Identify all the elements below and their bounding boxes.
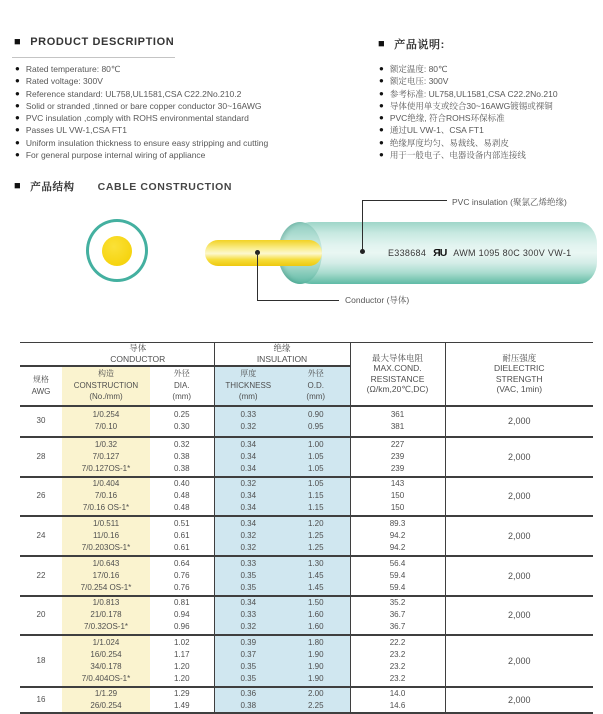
- bullet-text: 用于一般电子、电器设备内部连接线: [389, 150, 526, 161]
- header-line: O.D.: [307, 380, 324, 390]
- description-item-cn: [379, 149, 603, 161]
- cell-line: 0.34: [240, 503, 257, 512]
- cell-resistance: [350, 406, 445, 437]
- cell-line: 1.60: [307, 622, 324, 631]
- description-item: [15, 88, 371, 100]
- cell-line: 2.00: [307, 688, 324, 698]
- cell-construction: [62, 687, 150, 713]
- group-header-insulation: [214, 343, 350, 366]
- insulation-label: PVC insulation (聚氯乙烯绝缘): [452, 197, 567, 207]
- cell-line: 7/0.32OS-1*: [83, 622, 129, 631]
- table-group-header-row: [20, 343, 593, 366]
- cell-awg: 20: [20, 596, 62, 635]
- cell-construction: [62, 556, 150, 596]
- cell-line: 94.2: [389, 542, 406, 552]
- header-line: THICKNESS: [225, 380, 272, 390]
- description-item: [15, 63, 371, 75]
- cell-line: 0.76: [173, 582, 190, 592]
- cell-line: 7/0.254 OS-1*: [80, 582, 132, 592]
- cell-line: 7/0.203OS-1*: [81, 542, 131, 552]
- cell-line: 23.2: [389, 673, 406, 683]
- cell-line: 0.34: [240, 439, 257, 449]
- insulation-callout-line-horizontal: [362, 200, 447, 201]
- bullet-text: 绝缘厚度均匀、易裁线、易剥皮: [389, 137, 509, 148]
- description-item: [15, 124, 371, 136]
- cell-line: 227: [390, 439, 405, 449]
- cell-line: 1.30: [307, 558, 324, 568]
- cell-line: 0.48: [173, 491, 190, 500]
- cell-od: [282, 516, 350, 556]
- cell-line: 0.36: [240, 688, 257, 698]
- table-row: [20, 556, 593, 596]
- cell-line: 1.90: [307, 673, 324, 683]
- cell-line: 1.05: [307, 463, 324, 473]
- cell-line: 0.32: [240, 622, 257, 631]
- cell-dia: [150, 516, 214, 556]
- header-line: 构造: [98, 369, 114, 379]
- cell-od: [282, 406, 350, 437]
- table-row: [20, 635, 593, 687]
- col-header-awg: [20, 366, 62, 406]
- conductor-rod: [205, 240, 322, 266]
- cell-line: 0.40: [173, 479, 190, 488]
- table-row: [20, 437, 593, 477]
- cell-line: 0.51: [173, 518, 190, 528]
- cell-line: 0.95: [307, 422, 324, 431]
- cell-line: 7/0.16 OS-1*: [82, 503, 130, 512]
- cell-construction: [62, 477, 150, 516]
- cell-line: 89.3: [389, 518, 406, 528]
- bullet-text: Uniform insulation thickness to ensure easy stripping and cutting: [25, 137, 269, 148]
- cell-line: 0.33: [240, 610, 257, 619]
- table-row: [20, 687, 593, 713]
- col-header-resistance: [350, 343, 445, 406]
- cell-dielectric: 2,000: [445, 406, 593, 437]
- conductor-label: Conductor (导体): [345, 295, 410, 305]
- description-item-cn: [379, 124, 603, 136]
- header-line: 最大导体电阻: [372, 352, 424, 363]
- cell-line: 1/0.32: [94, 439, 118, 449]
- cell-line: 14.0: [389, 688, 406, 698]
- cell-construction: [62, 635, 150, 687]
- cell-line: 59.4: [389, 570, 406, 580]
- cell-line: 0.33: [240, 558, 257, 568]
- cell-thickness: [214, 437, 282, 477]
- cell-line: 239: [390, 463, 405, 473]
- cell-od: [282, 687, 350, 713]
- cell-line: 0.64: [173, 558, 190, 568]
- bullet-icon: ●: [15, 76, 20, 86]
- cell-thickness: [214, 596, 282, 635]
- cell-line: 0.38: [173, 463, 190, 473]
- title-underline: [12, 57, 175, 58]
- cell-line: 1.02: [173, 637, 190, 647]
- cell-thickness: [214, 635, 282, 687]
- header-line: AWG: [31, 386, 51, 396]
- cell-line: 34/0.178: [90, 661, 122, 671]
- bullet-icon: ●: [379, 125, 384, 135]
- bullet-text: Solid or stranded ,tinned or bare copper conductor 30~16AWG: [25, 100, 262, 111]
- cell-line: 0.39: [240, 637, 257, 647]
- cell-line: 1.20: [173, 661, 190, 671]
- cell-line: 1.29: [173, 688, 190, 698]
- square-bullet-icon: ■: [14, 35, 22, 48]
- cell-line: 1.15: [307, 503, 324, 512]
- product-description-title-text: PRODUCT DESCRIPTION: [30, 36, 175, 48]
- header-line: (No./mm): [89, 392, 123, 402]
- cell-line: 0.38: [240, 700, 257, 710]
- description-item: [15, 112, 371, 124]
- cell-line: 23.2: [389, 649, 406, 659]
- group-empty-cell: [20, 343, 62, 366]
- cell-resistance: [350, 687, 445, 713]
- construction-title-cn: 产品结构: [30, 181, 75, 193]
- cell-line: 59.4: [389, 582, 406, 592]
- ul-recognized-icon: ЯU: [433, 247, 447, 259]
- header-line: 外径: [173, 369, 190, 379]
- col-header-od: [282, 366, 350, 406]
- header-line: (mm): [238, 392, 258, 402]
- cable-cross-section: [86, 219, 148, 282]
- cell-dia: [150, 556, 214, 596]
- cell-line: 23.2: [389, 661, 406, 671]
- cell-line: 94.2: [389, 530, 406, 540]
- table-row: [20, 477, 593, 516]
- cell-line: 21/0.178: [90, 610, 122, 619]
- cell-line: 0.32: [240, 530, 257, 540]
- bullet-text: Rated voltage: 300V: [25, 76, 103, 87]
- cell-line: 1.49: [173, 700, 190, 710]
- header-line: (Ω/km,20℃,DC): [366, 384, 429, 395]
- cell-thickness: [214, 406, 282, 437]
- cell-line: 7/0.16: [94, 491, 118, 500]
- col-header-dielectric: [445, 343, 593, 406]
- cell-dielectric: 2,000: [445, 437, 593, 477]
- cell-dielectric: 2,000: [445, 596, 593, 635]
- cell-dielectric: 2,000: [445, 556, 593, 596]
- print-file-number: E338684: [388, 248, 427, 258]
- bullet-text: PVC insulation ,comply with ROHS environmental standard: [25, 113, 249, 124]
- cell-construction: [62, 516, 150, 556]
- cell-resistance: [350, 635, 445, 687]
- cell-line: 1.45: [307, 582, 324, 592]
- bullet-text: Reference standard: UL758,UL1581,CSA C22.2No.210.2: [25, 88, 242, 99]
- header-line: MAX.COND.: [373, 363, 422, 374]
- bullet-text: 额定温度: 80℃: [389, 64, 448, 74]
- bullet-text: 参考标准: UL758,UL1581,CSA C22.2No.210: [389, 88, 558, 99]
- cell-line: 150: [390, 491, 405, 500]
- header-line: DIA.: [173, 380, 190, 390]
- cell-dia: [150, 406, 214, 437]
- print-rating: AWM 1095 80C 300V VW-1: [453, 248, 572, 258]
- cell-line: 0.32: [240, 542, 257, 552]
- bullet-icon: ●: [15, 88, 20, 98]
- cell-construction: [62, 596, 150, 635]
- cell-thickness: [214, 687, 282, 713]
- bullet-icon: ●: [379, 100, 384, 110]
- cell-line: 7/0.127OS-1*: [81, 463, 131, 473]
- col-header-thickness: [214, 366, 282, 406]
- bullet-text: 额定电压: 300V: [389, 76, 449, 87]
- cell-line: 0.81: [173, 598, 190, 607]
- cell-line: 56.4: [389, 558, 406, 568]
- cell-line: 0.32: [240, 479, 257, 488]
- cell-line: 0.96: [173, 622, 190, 631]
- cell-line: 1.50: [307, 598, 324, 607]
- cell-resistance: [350, 516, 445, 556]
- construction-title-en: CABLE CONSTRUCTION: [97, 180, 233, 193]
- cell-dielectric: 2,000: [445, 477, 593, 516]
- conductor-core-icon: [102, 236, 132, 266]
- table-row: [20, 596, 593, 635]
- cell-line: 143: [390, 479, 405, 488]
- product-description-title: [14, 36, 174, 48]
- square-bullet-icon: ■: [14, 180, 22, 192]
- cell-line: 1/0.643: [92, 558, 120, 568]
- cell-awg: 22: [20, 556, 62, 596]
- header-line: 外径: [307, 369, 324, 379]
- cell-line: 1.60: [307, 610, 324, 619]
- product-description-list: [15, 63, 371, 161]
- description-item-cn: [379, 63, 603, 75]
- cell-line: 16/0.254: [90, 649, 122, 659]
- table-row: [20, 406, 593, 437]
- header-line: STRENGTH: [495, 373, 543, 384]
- cell-line: 0.37: [240, 649, 257, 659]
- cell-line: 0.61: [173, 542, 190, 552]
- cell-dielectric: 2,000: [445, 635, 593, 687]
- conductor-callout-line-horizontal: [257, 300, 339, 301]
- cell-line: 2.25: [307, 700, 324, 710]
- cell-awg: 16: [20, 687, 62, 713]
- bullet-icon: ●: [379, 88, 384, 98]
- cell-line: 1.80: [307, 637, 324, 647]
- square-bullet-icon: ■: [378, 37, 386, 50]
- header-line: 厚度: [240, 369, 257, 379]
- cell-line: 36.7: [389, 622, 406, 631]
- cell-od: [282, 437, 350, 477]
- cell-line: 1/1.024: [92, 637, 120, 647]
- cell-line: 0.32: [240, 422, 257, 431]
- header-line: 导体: [129, 343, 147, 354]
- cell-line: 1.17: [173, 649, 190, 659]
- cell-line: 1.00: [307, 439, 324, 449]
- cell-line: 0.35: [240, 570, 257, 580]
- cell-line: 1.05: [307, 479, 324, 488]
- description-item-cn: [379, 112, 603, 124]
- cell-resistance: [350, 437, 445, 477]
- header-line: DIELECTRIC: [493, 363, 545, 374]
- cell-line: 239: [390, 451, 405, 461]
- bullet-icon: ●: [15, 137, 20, 147]
- cell-resistance: [350, 596, 445, 635]
- cell-line: 17/0.16: [92, 570, 120, 580]
- cell-line: 35.2: [389, 598, 406, 607]
- cell-line: 14.6: [389, 700, 406, 710]
- col-header-construction: [62, 366, 150, 406]
- cell-line: 1.20: [173, 673, 190, 683]
- cell-line: 0.35: [240, 673, 257, 683]
- description-item: [15, 75, 371, 87]
- header-line: CONDUCTOR: [110, 353, 166, 364]
- description-item-cn: [379, 75, 603, 87]
- cell-awg: 24: [20, 516, 62, 556]
- cell-line: 1/0.813: [92, 598, 120, 607]
- col-header-dia: [150, 366, 214, 406]
- cell-thickness: [214, 516, 282, 556]
- header-line: (mm): [306, 392, 326, 402]
- description-item: [15, 149, 371, 161]
- header-line: (VAC, 1min): [496, 384, 543, 395]
- insulation-callout-dot: [360, 249, 365, 254]
- cell-awg: 18: [20, 635, 62, 687]
- description-item-cn: [379, 100, 603, 112]
- bullet-icon: ●: [15, 125, 20, 135]
- cell-line: 0.34: [240, 518, 257, 528]
- bullet-text: PVC绝缘, 符合ROHS环保标准: [389, 113, 505, 124]
- conductor-callout-line-vertical: [257, 252, 258, 300]
- cell-construction: [62, 406, 150, 437]
- bullet-icon: ●: [15, 64, 20, 73]
- bullet-icon: ●: [379, 113, 384, 123]
- cell-line: 36.7: [389, 610, 406, 619]
- cell-awg: 30: [20, 406, 62, 437]
- cell-od: [282, 635, 350, 687]
- cell-line: 0.90: [307, 410, 324, 419]
- cell-dia: [150, 596, 214, 635]
- cell-dielectric: 2,000: [445, 516, 593, 556]
- cell-line: 0.61: [173, 530, 190, 540]
- cell-line: 1/0.254: [92, 410, 120, 419]
- cell-line: 7/0.404OS-1*: [81, 673, 131, 683]
- cell-line: 0.48: [173, 503, 190, 512]
- bullet-icon: ●: [379, 137, 384, 147]
- cell-line: 1.45: [307, 570, 324, 580]
- cell-line: 1.25: [307, 530, 324, 540]
- cell-line: 1.20: [307, 518, 324, 528]
- description-item: [15, 100, 371, 112]
- bullet-text: Rated temperature: 80℃: [25, 64, 121, 74]
- cell-dia: [150, 687, 214, 713]
- description-item-cn: [379, 88, 603, 100]
- cell-awg: 28: [20, 437, 62, 477]
- bullet-text: 导体使用单支或绞合30~16AWG镀锡或裸铜: [389, 100, 553, 111]
- cell-line: 0.25: [173, 410, 190, 419]
- bullet-icon: ●: [379, 76, 384, 86]
- header-line: (mm): [172, 392, 192, 402]
- cell-od: [282, 477, 350, 516]
- product-notes-cn-list: [379, 63, 603, 161]
- cell-line: 1.90: [307, 649, 324, 659]
- header-line: 耐压强度: [502, 352, 537, 363]
- cell-line: 0.35: [240, 582, 257, 592]
- bullet-text: For general purpose internal wiring of appliance: [25, 150, 206, 161]
- header-line: 绝缘: [273, 343, 291, 354]
- description-item-cn: [379, 137, 603, 149]
- bullet-icon: ●: [15, 150, 20, 160]
- bullet-icon: ●: [379, 150, 384, 160]
- cell-line: 1.15: [307, 491, 324, 500]
- cell-line: 0.76: [173, 570, 190, 580]
- cell-line: 0.34: [240, 463, 257, 473]
- cell-line: 1.90: [307, 661, 324, 671]
- cell-line: 26/0.254: [90, 700, 122, 710]
- cell-construction: [62, 437, 150, 477]
- bullet-text: 通过UL VW-1、CSA FT1: [389, 125, 484, 136]
- cell-line: 1.05: [307, 451, 324, 461]
- cell-awg: 26: [20, 477, 62, 516]
- cell-od: [282, 556, 350, 596]
- cell-line: 1.25: [307, 542, 324, 552]
- header-line: INSULATION: [256, 353, 308, 364]
- cell-line: 7/0.127: [92, 451, 120, 461]
- cell-line: 1/0.404: [92, 479, 120, 488]
- cell-line: 381: [390, 422, 405, 431]
- cell-line: 0.34: [240, 598, 257, 607]
- cell-line: 361: [390, 410, 405, 419]
- bullet-text: Passes UL VW-1,CSA FT1: [25, 125, 127, 136]
- cell-dia: [150, 437, 214, 477]
- table-row: [20, 516, 593, 556]
- cell-line: 0.94: [173, 610, 190, 619]
- cell-line: 22.2: [389, 637, 406, 647]
- product-notes-cn-title-text: 产品说明:: [394, 39, 445, 51]
- cell-line: 1/0.511: [92, 518, 120, 528]
- group-header-conductor: [62, 343, 214, 366]
- cell-dia: [150, 477, 214, 516]
- insulation-callout-line-vertical: [362, 200, 363, 251]
- bullet-icon: ●: [15, 100, 20, 110]
- cell-line: 150: [390, 503, 405, 512]
- product-notes-cn-title: [378, 36, 445, 52]
- cell-line: 0.32: [173, 439, 190, 449]
- header-line: RESISTANCE: [370, 373, 425, 384]
- cell-line: 1/1.29: [94, 688, 118, 698]
- cell-resistance: [350, 477, 445, 516]
- cell-line: 11/0.16: [92, 530, 120, 540]
- cell-line: 0.34: [240, 451, 257, 461]
- bullet-icon: ●: [15, 113, 20, 123]
- cell-line: 0.34: [240, 491, 257, 500]
- cable-construction-title: [14, 179, 232, 194]
- bullet-icon: ●: [379, 64, 384, 73]
- cell-line: 0.38: [173, 451, 190, 461]
- description-item: [15, 137, 371, 149]
- cell-resistance: [350, 556, 445, 596]
- cell-thickness: [214, 477, 282, 516]
- cable-print-text: [388, 222, 571, 284]
- cell-thickness: [214, 556, 282, 596]
- cell-dia: [150, 635, 214, 687]
- cell-od: [282, 596, 350, 635]
- header-line: CONSTRUCTION: [73, 380, 139, 390]
- cell-line: 0.35: [240, 661, 257, 671]
- cell-line: 0.33: [240, 410, 257, 419]
- cell-line: 0.30: [173, 422, 190, 431]
- header-line: 规格: [33, 375, 49, 384]
- cell-line: 7/0.10: [94, 422, 118, 431]
- cell-dielectric: 2,000: [445, 687, 593, 713]
- spec-table: [20, 342, 593, 714]
